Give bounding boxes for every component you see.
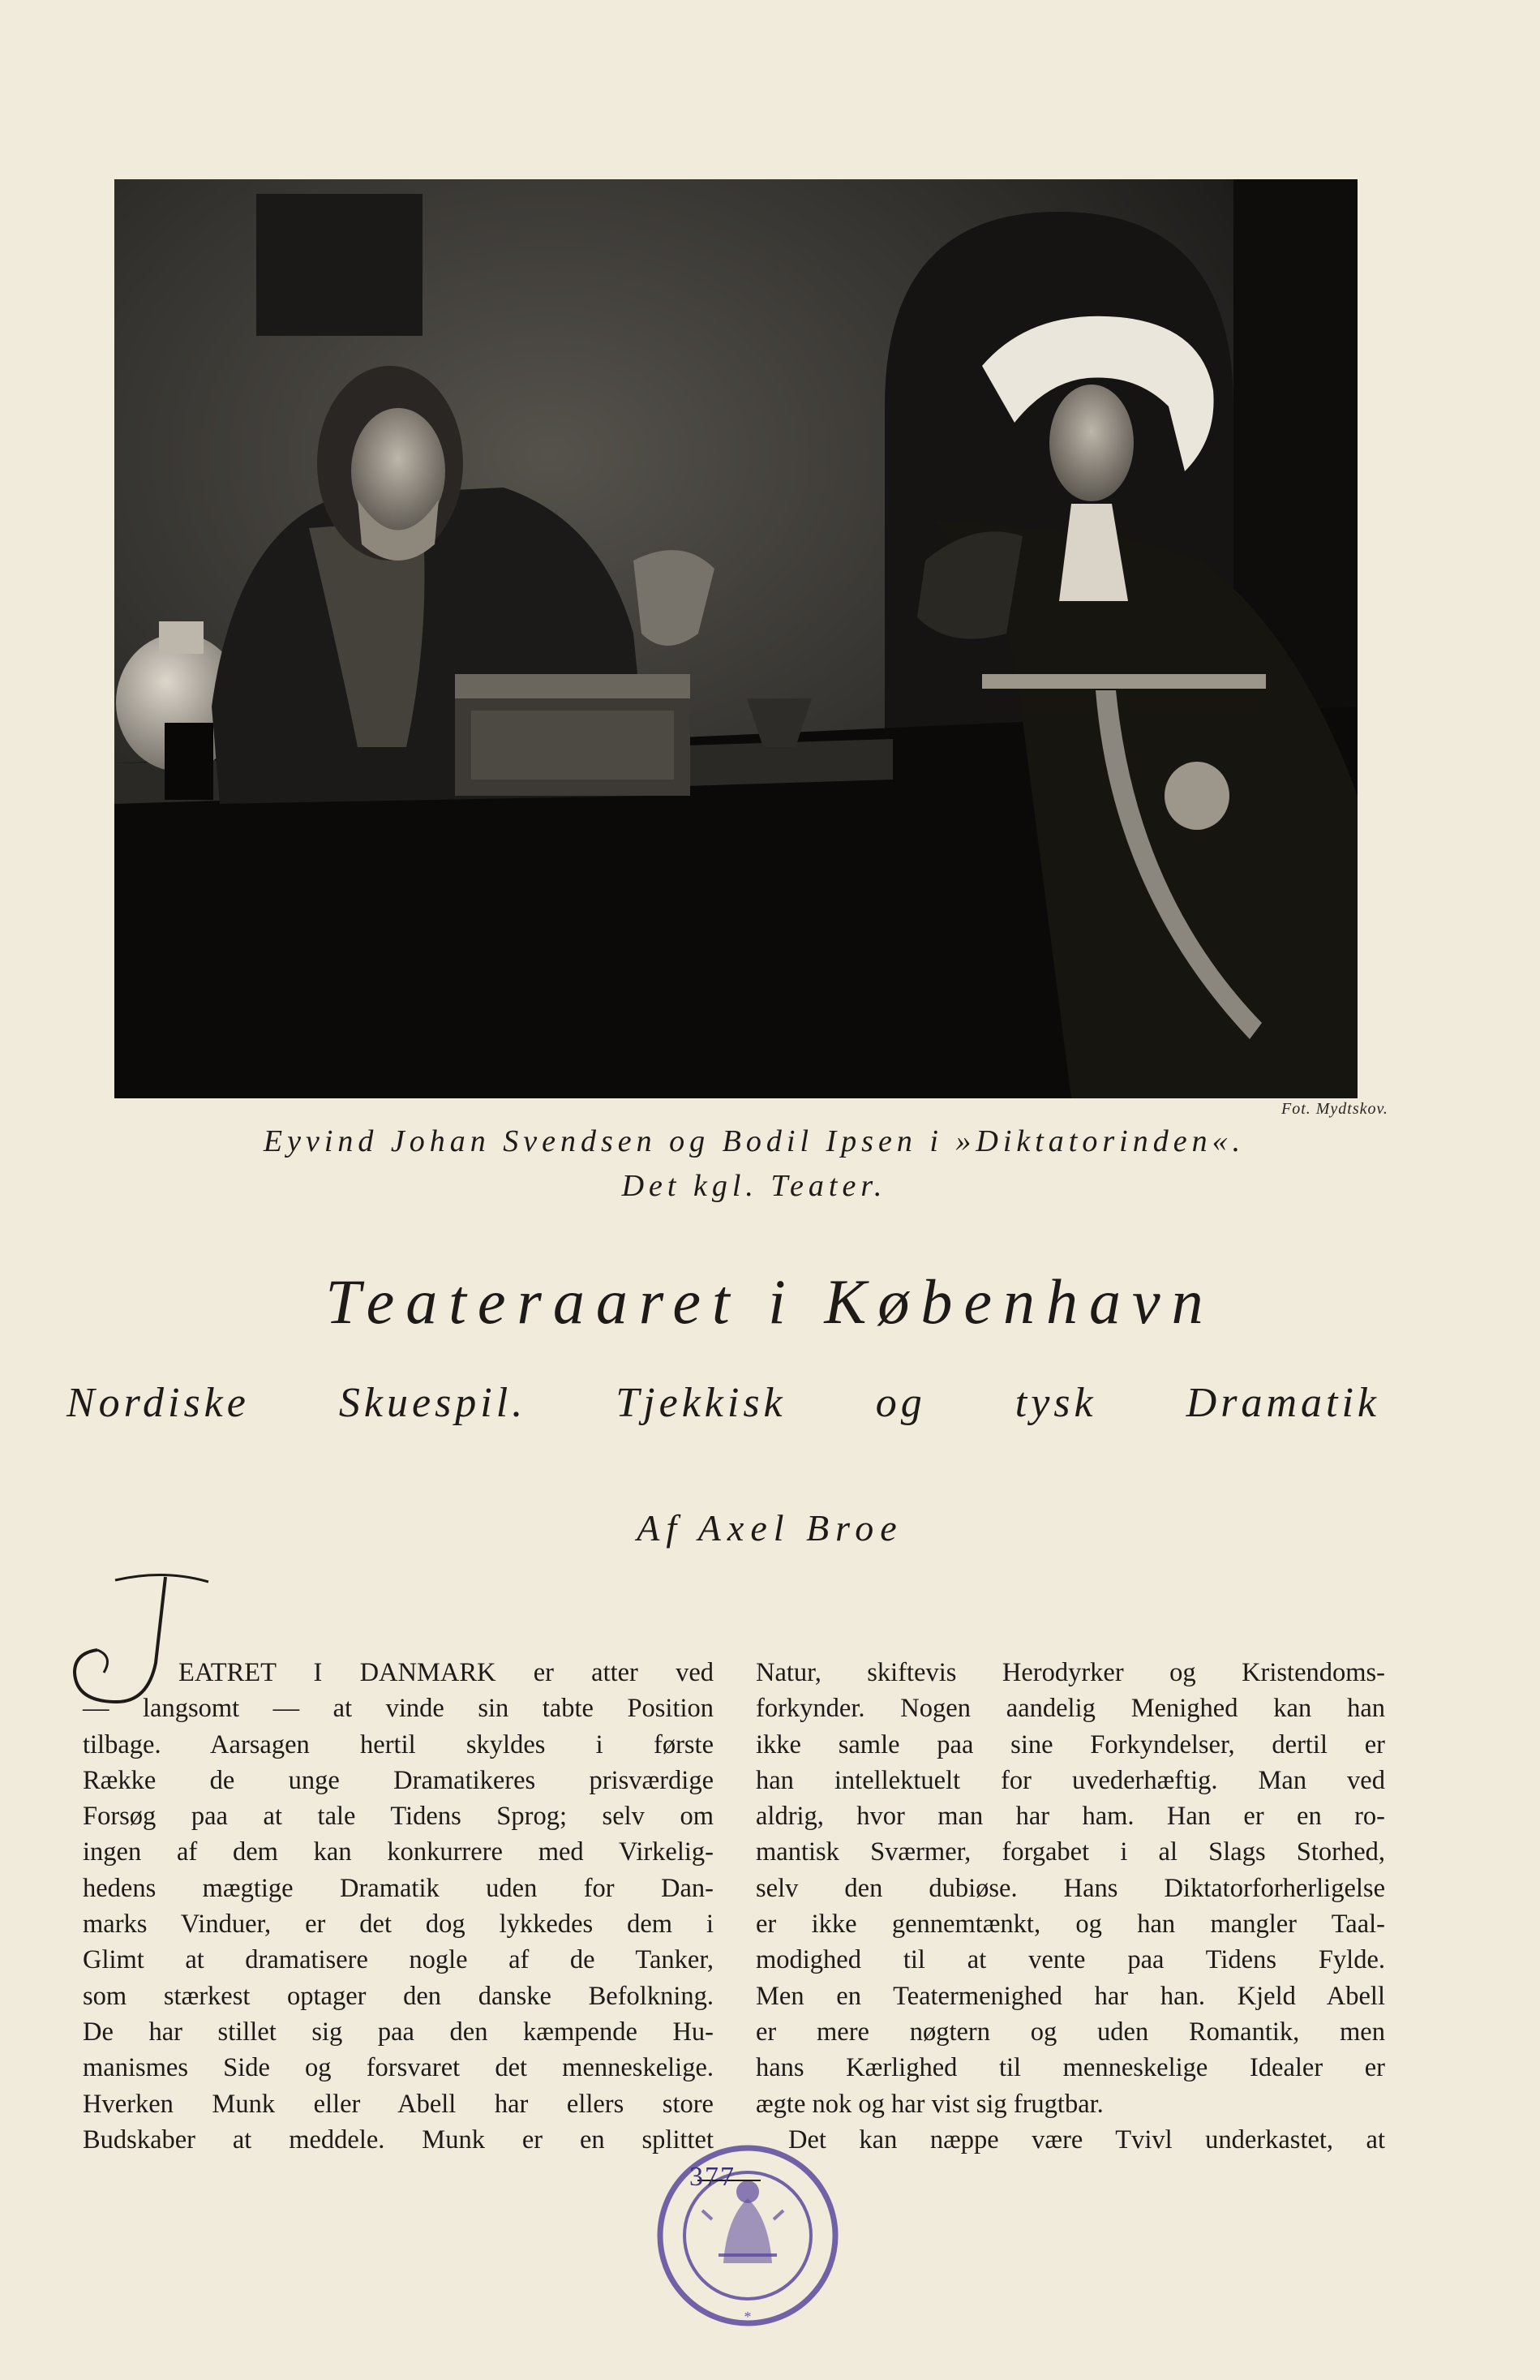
text-line: ægte nok og har vist sig frugtbar. <box>756 2089 1104 2119</box>
text-line: Forsøg paa at tale Tidens Sprog; selv om <box>83 1802 714 1832</box>
text-line: modighed til at vente paa Tidens Fylde. <box>756 1945 1385 1975</box>
text-line: Men en Teatermenighed har han. Kjeld Abell <box>756 1981 1385 2011</box>
article-subtitle <box>66 1379 1380 1427</box>
text-line: Hverken Munk eller Abell har ellers store <box>83 2089 714 2119</box>
subtitle-word: Dramatik <box>1186 1380 1380 1426</box>
text-line: er mere nøgtern og uden Romantik, men <box>756 2017 1385 2047</box>
text-line: tilbage. Aarsagen hertil skyldes i første <box>83 1729 714 1759</box>
text-line: forkynder. Nogen aandelig Menighed kan han <box>756 1694 1385 1724</box>
text-line: han intellektuelt for uvederhæftig. Man ved <box>756 1765 1385 1795</box>
text-line: Glimt at dramatisere nogle af de Tanker, <box>83 1945 714 1975</box>
text-line: ingen af dem kan konkurrere med Virkelig- <box>83 1837 714 1867</box>
text-line: er ikke gennemtænkt, og han mangler Taal- <box>756 1910 1385 1940</box>
svg-text:*: * <box>744 2309 752 2325</box>
subtitle-word: tysk <box>1015 1380 1097 1426</box>
theatre-photograph <box>114 179 1358 1098</box>
text-line: som stærkest optager den danske Befolkning. <box>83 1981 714 2011</box>
article-byline: Af Axel Broe <box>637 1507 903 1549</box>
text-line: manismes Side og forsvaret det menneskelige. <box>83 2053 714 2083</box>
text-line: Natur, skiftevis Herodyrker og Kristendoms- <box>756 1658 1385 1687</box>
text-line: marks Vinduer, er det dog lykkedes dem i <box>83 1910 714 1940</box>
photo-caption-line-1: Eyvind Johan Svendsen og Bodil Ipsen i »Diktatorinden«. <box>263 1124 1246 1158</box>
text-line: hans Kærlighed til menneskelige Idealer er <box>756 2053 1385 2083</box>
article-column-right <box>756 1655 1385 2158</box>
text-line: ikke samle paa sine Forkyndelser, dertil er <box>756 1729 1385 1759</box>
text-line: De har stillet sig paa den kæmpende Hu- <box>83 2017 714 2047</box>
text-line: Budskaber at meddele. Munk er en splittet <box>83 2124 714 2154</box>
subtitle-word: Tjekkisk <box>616 1380 787 1426</box>
text-line: selv den dubiøse. Hans Diktatorforherligelse <box>756 1873 1385 1903</box>
page-number: 377 <box>689 2162 736 2192</box>
text-line: hedens mægtige Dramatik uden for Dan- <box>83 1873 714 1903</box>
photo-credit: Fot. Mydtskov. <box>1281 1100 1388 1118</box>
subtitle-word: og <box>875 1380 926 1426</box>
subtitle-word: Nordiske <box>66 1380 250 1426</box>
photo-caption-line-2: Det kgl. Teater. <box>621 1169 887 1203</box>
text-line: mantisk Sværmer, forgabet i al Slags Storhed, <box>756 1837 1385 1867</box>
library-stamp <box>654 2142 842 2330</box>
subtitle-word: Skuespil. <box>338 1380 527 1426</box>
article-column-left <box>83 1655 714 2158</box>
text-line: Det kan næppe være Tvivl underkastet, at <box>788 2124 1385 2154</box>
text-line: Række de unge Dramatikeres prisværdige <box>83 1765 714 1795</box>
text-line: aldrig, hvor man har ham. Han er en ro- <box>756 1802 1385 1832</box>
article-title: Teateraaret i København <box>325 1266 1215 1337</box>
text-line: EATRET I DANMARK er atter ved <box>178 1658 714 1687</box>
text-line: — langsomt — at vinde sin tabte Position <box>83 1694 714 1724</box>
